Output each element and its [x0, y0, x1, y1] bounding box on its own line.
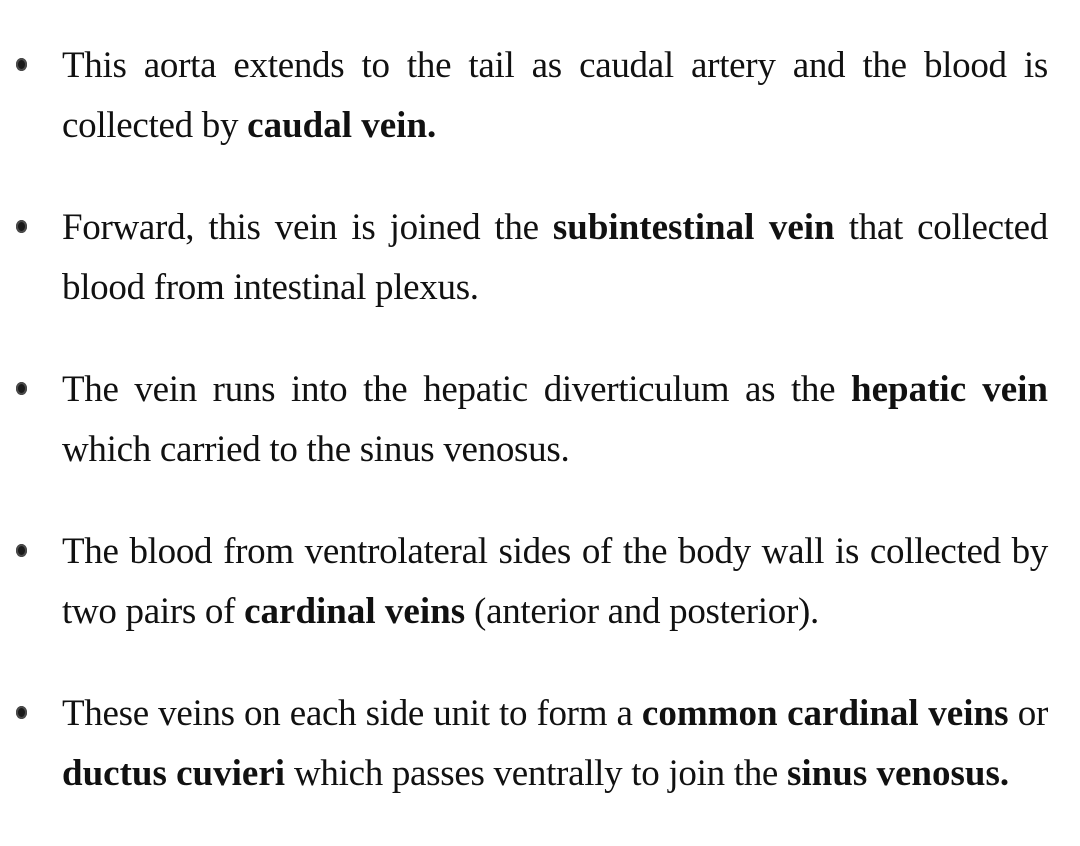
bullet-item-caudal-vein	[0, 36, 1080, 156]
bold-term: subintestinal vein	[552, 207, 835, 248]
bullet-text	[62, 369, 1048, 470]
text-segment: The vein runs into the hepatic diverticulum as the	[62, 369, 852, 410]
bold-term: caudal vein.	[247, 105, 437, 146]
text-segment: that collected blood from intestinal plexus.	[62, 207, 1048, 308]
bullet-point-icon	[16, 220, 27, 233]
text-segment: This aorta extends to the tail as caudal artery and the blood is collected by	[62, 45, 1048, 146]
bullet-list	[0, 36, 1080, 846]
bold-term: ductus cuvieri	[62, 753, 286, 794]
bullet-text	[62, 531, 1048, 632]
bullet-point-icon	[16, 544, 27, 557]
bullet-item-hepatic-vein	[0, 360, 1080, 480]
bold-term: sinus venosus.	[787, 753, 1010, 794]
text-segment: Forward, this vein is joined the	[62, 207, 553, 248]
text-segment: or	[1008, 693, 1049, 734]
bullet-text	[62, 45, 1048, 146]
text-segment: which passes ventrally to join the	[285, 753, 787, 794]
bold-term: common cardinal veins	[641, 693, 1009, 734]
text-segment: These veins on each side unit to form a	[62, 693, 642, 734]
text-segment: which carried to the sinus venosus.	[62, 429, 570, 470]
bullet-item-subintestinal-vein	[0, 198, 1080, 318]
text-segment: The blood from ventrolateral sides of the body wall is collected by two pairs of	[62, 531, 1048, 632]
bold-term: hepatic vein	[851, 369, 1048, 410]
bullet-text	[62, 207, 1048, 308]
bullet-item-cardinal-veins	[0, 522, 1080, 642]
bullet-item-common-cardinal-veins	[0, 684, 1080, 804]
bullet-point-icon	[16, 58, 27, 71]
text-segment: (anterior and posterior).	[465, 591, 819, 632]
bold-term: cardinal veins	[244, 591, 466, 632]
bullet-text	[62, 693, 1048, 794]
bullet-point-icon	[16, 382, 27, 395]
bullet-point-icon	[16, 706, 27, 719]
